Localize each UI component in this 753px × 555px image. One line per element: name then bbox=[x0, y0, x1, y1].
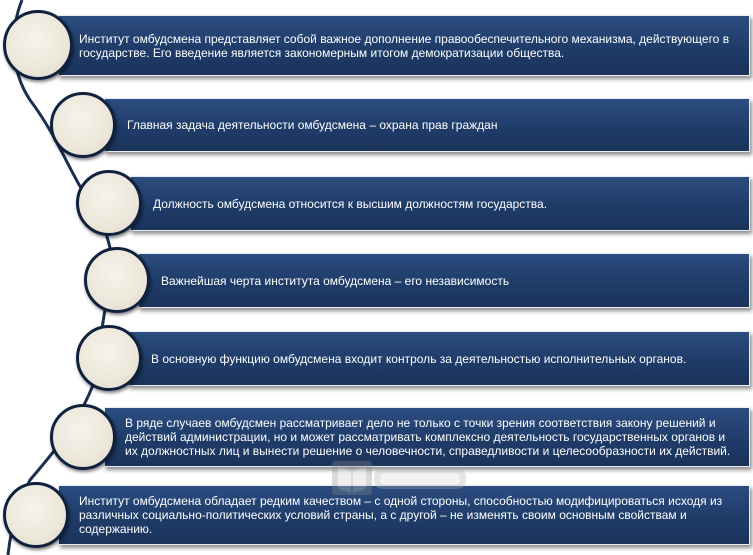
statement-bar-1 bbox=[58, 15, 750, 76]
statement-text-2: Главная задача деятельности омбудсмена – охрана прав граждан bbox=[127, 118, 498, 132]
timeline-node-6 bbox=[50, 404, 116, 470]
timeline-node-3 bbox=[76, 170, 142, 236]
statement-text-4: Важнейшая черта института омбудсмена – его независимость bbox=[161, 273, 510, 288]
statement-text-5: В основную функцию омбудсмена входит контроль за деятельностью исполнительных органов. bbox=[151, 351, 687, 366]
statement-bar-4 bbox=[138, 253, 750, 308]
timeline-node-7 bbox=[3, 482, 69, 548]
statement-bar-2 bbox=[104, 98, 750, 152]
timeline-node-1 bbox=[3, 10, 73, 80]
statement-text-7: Институт омбудсмена обладает редким качеством – с одной стороны, способностью модифицироваться исходя из различных социально-политических условий страны, а с другой – не изменять своим основным свойствам и содержанию. bbox=[79, 494, 723, 536]
statement-bar-3 bbox=[130, 176, 750, 231]
timeline-node-5 bbox=[76, 325, 142, 391]
statement-text-3: Должность омбудсмена относится к высшим должностям государства. bbox=[153, 196, 548, 211]
book-watermark-icon bbox=[330, 455, 470, 501]
statement-text-6: В ряде случаев омбудсмен рассматривает дело не только с точки зрения соответствия закону решений и действий администрации, но и может рассматривать комплексно деятельность государственных органов и их должностных лиц и вынести решение о человечности, справедливости и целесообразности их действий. bbox=[125, 416, 731, 458]
statement-text-1: Институт омбудсмена представляет собой важное дополнение правообеспечительного механизма, действующего в государстве. Его введение является закономерным итогом демократизации общества. bbox=[79, 31, 730, 60]
statement-bar-5 bbox=[128, 331, 750, 386]
timeline-node-2 bbox=[50, 92, 116, 158]
timeline-node-4 bbox=[84, 247, 150, 313]
